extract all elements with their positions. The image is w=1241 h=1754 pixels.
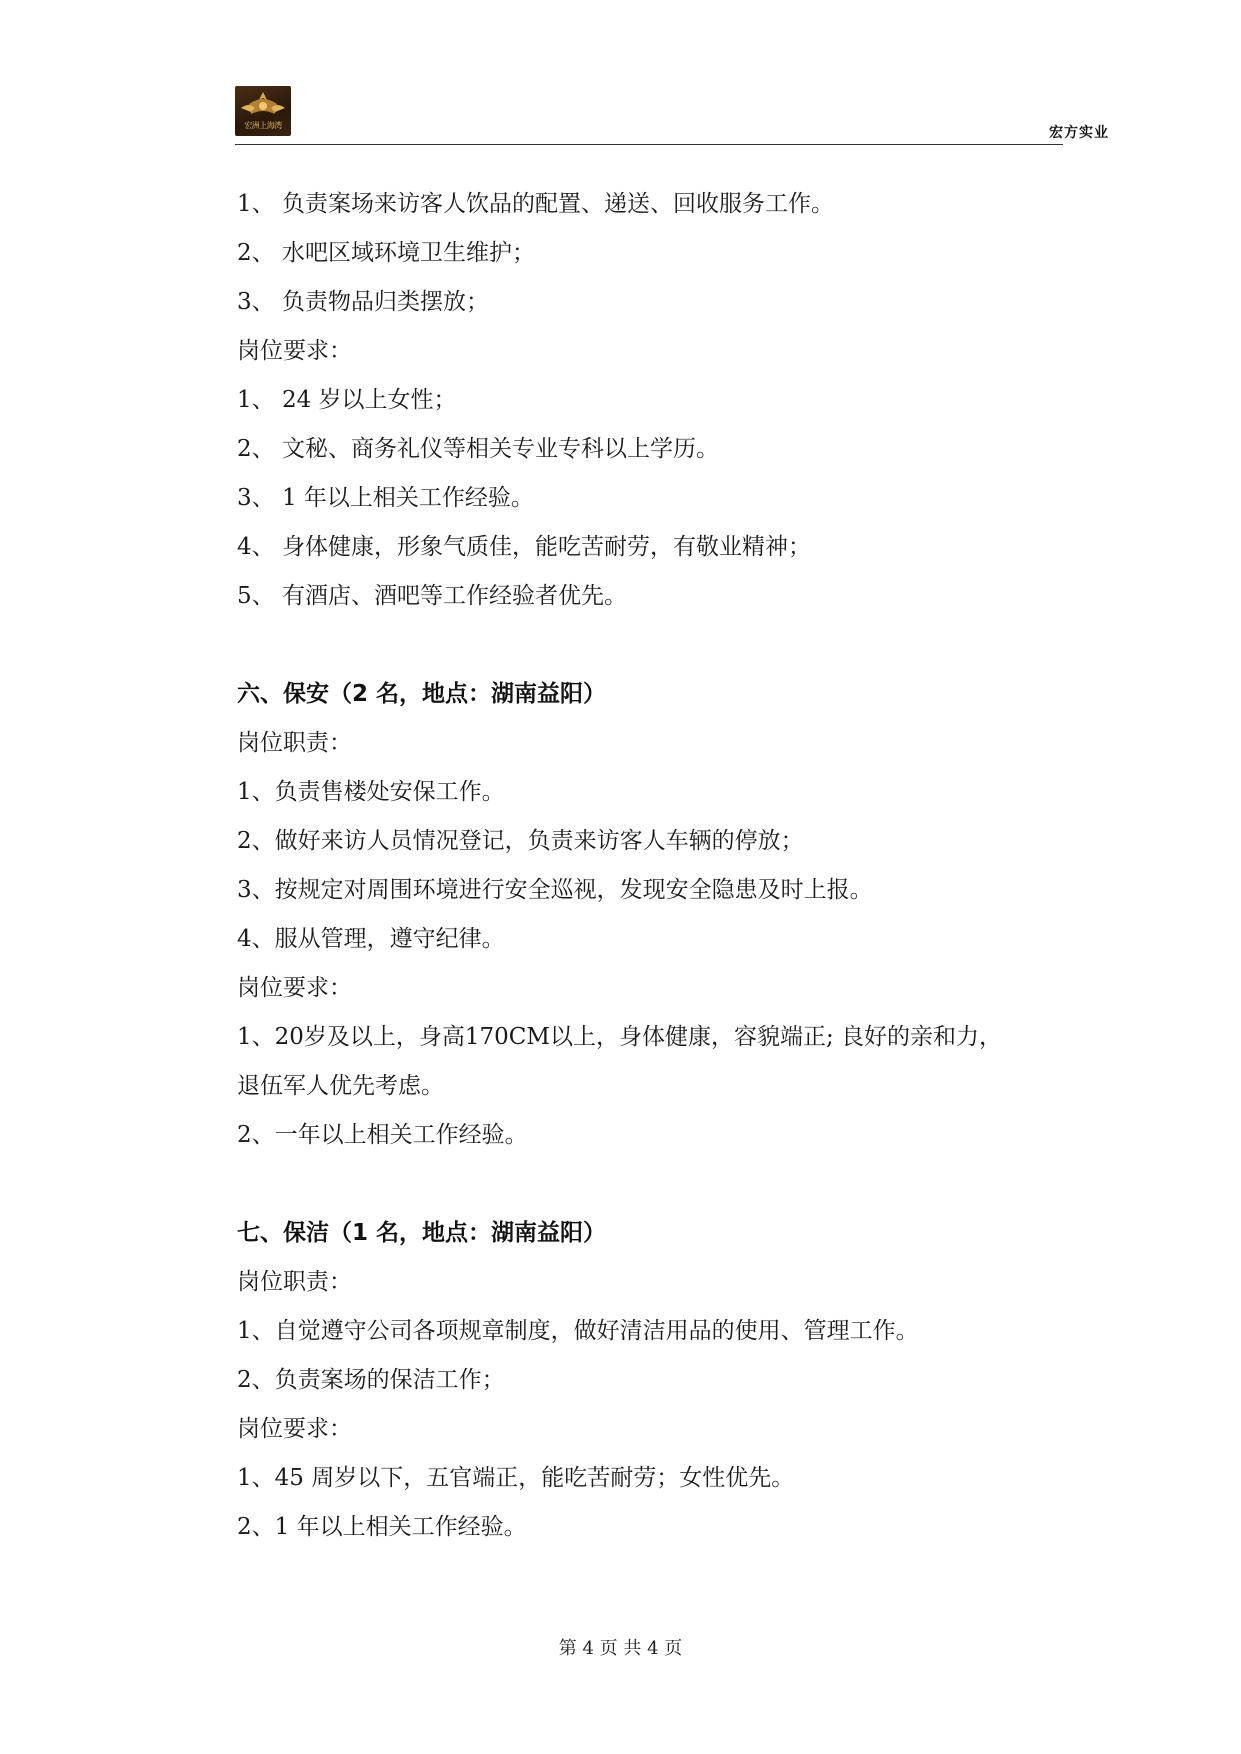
company-logo (235, 86, 291, 136)
company-name: 宏方实业 (1049, 125, 1109, 141)
text-line: 2、 文秘、商务礼仪等相关专业专科以上学历。 (237, 436, 719, 462)
section-security (237, 670, 1097, 1160)
text-line: 2、负责案场的保洁工作； (237, 1367, 505, 1393)
text-line: 4、 身体健康，形象气质佳，能吃苦耐劳，有敬业精神； (237, 534, 811, 560)
logo-text: 宏洲上海湾 (244, 121, 282, 130)
text-line: 1、 负责案场来访客人饮品的配置、递送、回收服务工作。 (237, 191, 834, 217)
text-line: 3、 负责物品归类摆放； (237, 289, 489, 315)
text-line: 4、服从管理，遵守纪律。 (237, 926, 505, 952)
duties-label: 岗位职责： (237, 730, 352, 756)
section-heading: 七、保洁（1 名，地点：湖南益阳） (237, 1220, 607, 1246)
section-heading: 六、保安（2 名，地点：湖南益阳） (237, 681, 607, 707)
document-body (237, 180, 1097, 1552)
text-line: 3、按规定对周围环境进行安全巡视，发现安全隐患及时上报。 (237, 877, 873, 903)
text-line: 1、20岁及以上，身高170CM以上，身体健康，容貌端正; 良好的亲和力， (237, 1024, 1003, 1050)
page-number: 第 4 页 共 4 页 (558, 1638, 683, 1659)
header-divider (235, 144, 1063, 145)
spacer (237, 621, 1097, 670)
requirements-label: 岗位要求： (237, 1416, 352, 1442)
section-cleaning (237, 1209, 1097, 1552)
text-line: 5、 有酒店、酒吧等工作经验者优先。 (237, 583, 627, 609)
text-line: 2、一年以上相关工作经验。 (237, 1122, 528, 1148)
spacer (237, 1160, 1097, 1209)
text-line: 3、 1 年以上相关工作经验。 (237, 485, 534, 511)
text-line: 2、1 年以上相关工作经验。 (237, 1514, 527, 1540)
text-line: 1、负责售楼处安保工作。 (237, 779, 505, 805)
duties-label: 岗位职责： (237, 1269, 352, 1295)
page-header (235, 86, 1109, 146)
requirements-label: 岗位要求： (237, 338, 352, 364)
text-line: 1、自觉遵守公司各项规章制度，做好清洁用品的使用、管理工作。 (237, 1318, 919, 1344)
section-bar-staff-continued (237, 180, 1097, 621)
text-line: 退伍军人优先考虑。 (237, 1073, 444, 1099)
requirements-label: 岗位要求： (237, 975, 352, 1001)
page-footer (0, 1634, 1241, 1660)
text-line: 1、45 周岁以下，五官端正，能吃苦耐劳；女性优先。 (237, 1465, 795, 1491)
text-line: 2、 水吧区域环境卫生维护； (237, 240, 535, 266)
text-line: 1、 24 岁以上女性； (237, 387, 457, 413)
text-line: 2、做好来访人员情况登记，负责来访客人车辆的停放； (237, 828, 804, 854)
